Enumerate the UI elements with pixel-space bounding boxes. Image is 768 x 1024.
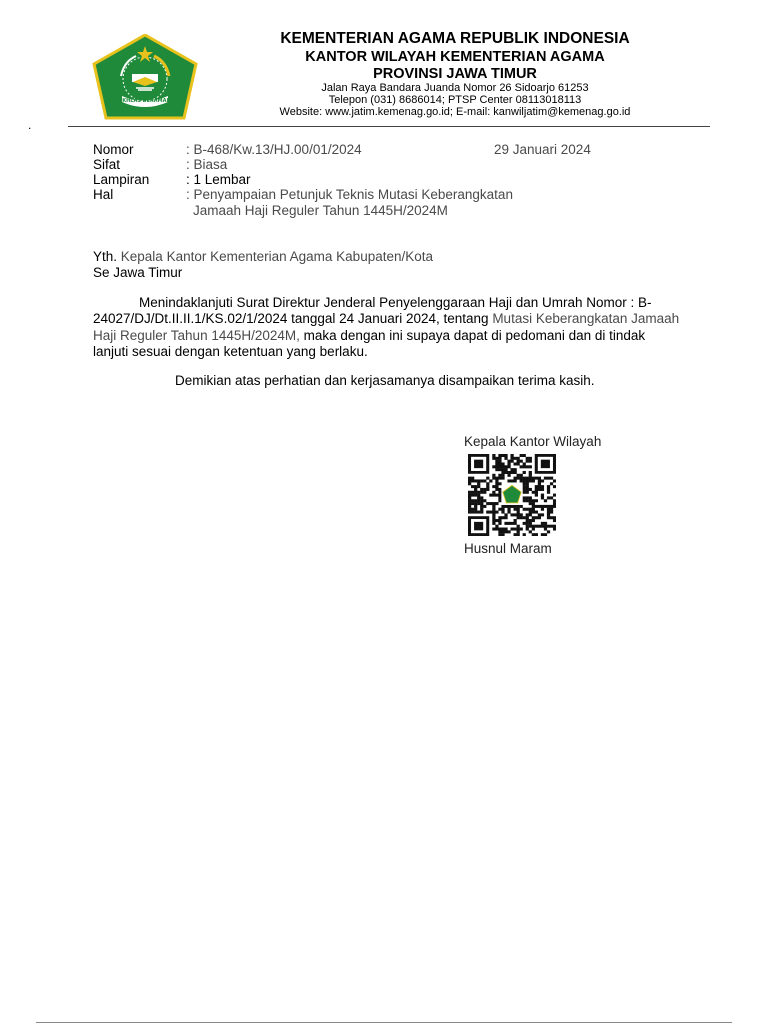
letter-date: 29 Januari 2024 [494, 142, 591, 157]
recipient-line [93, 249, 433, 264]
hal-value-line1: : Penyampaian Petunjuk Teknis Mutasi Keberangkatan [186, 187, 513, 202]
kemenag-logo [92, 34, 198, 120]
office-phone: Telepon (031) 8686014; PTSP Center 08113018113 [328, 94, 582, 106]
recipient-name: Kepala Kantor Kementerian Agama Kabupaten/Kota [120, 249, 434, 264]
margin-mark: . [28, 118, 32, 132]
body-paragraph-1 [93, 295, 683, 360]
sifat-value: : Biasa [186, 157, 228, 172]
letterhead-divider [68, 126, 710, 127]
lampiran-value: : 1 Lembar [186, 172, 251, 187]
signature-title: Kepala Kantor Wilayah [464, 434, 602, 449]
closing-paragraph: Demikian atas perhatian dan kerjasamanya disampaikan terima kasih. [175, 373, 595, 388]
province-name: PROVINSI JAWA TIMUR [373, 66, 537, 82]
signature-name: Husnul Maram [464, 541, 552, 556]
office-address: Jalan Raya Bandara Juanda Nomor 26 Sidoarjo 61253 [321, 82, 589, 94]
sifat-label: Sifat [93, 157, 121, 172]
logo-text: IKHLAS BERAMAL [120, 98, 170, 104]
nomor-label: Nomor [93, 142, 134, 157]
page-bottom-rule [36, 1022, 732, 1023]
ministry-name: KEMENTERIAN AGAMA REPUBLIK INDONESIA [280, 30, 630, 47]
body-p1-subject: Mutasi Keberangkatan Jamaah Haji Reguler Tahun 1445H/2024M, [93, 311, 680, 343]
signature-qr-code [468, 454, 556, 536]
hal-value-line2: Jamaah Haji Reguler Tahun 1445H/2024M [193, 203, 448, 218]
body-p1-part-c: maka dengan ini supaya dapat di pedomani dan di tindak lanjuti sesuai dengan ketentuan yang berlaku. [93, 327, 646, 359]
office-name: KANTOR WILAYAH KEMENTERIAN AGAMA [305, 49, 605, 65]
lampiran-label: Lampiran [93, 172, 150, 187]
hal-label: Hal [93, 187, 114, 202]
office-web: Website: www.jatim.kemenag.go.id; E-mail: kanwiljatim@kemenag.go.id [279, 106, 631, 118]
recipient-region: Se Jawa Timur [93, 265, 183, 280]
nomor-value: : B-468/Kw.13/HJ.00/01/2024 [186, 142, 362, 157]
yth-label: Yth. [93, 249, 118, 264]
body-p1-part-a: Menindaklanjuti Surat Direktur Jenderal Penyelenggaraan Haji dan Umrah Nomor : B-24027/DJ/Dt.II.II.1/KS.02/1/2024 tanggal 24 Januari 2024, tentang [93, 295, 652, 327]
